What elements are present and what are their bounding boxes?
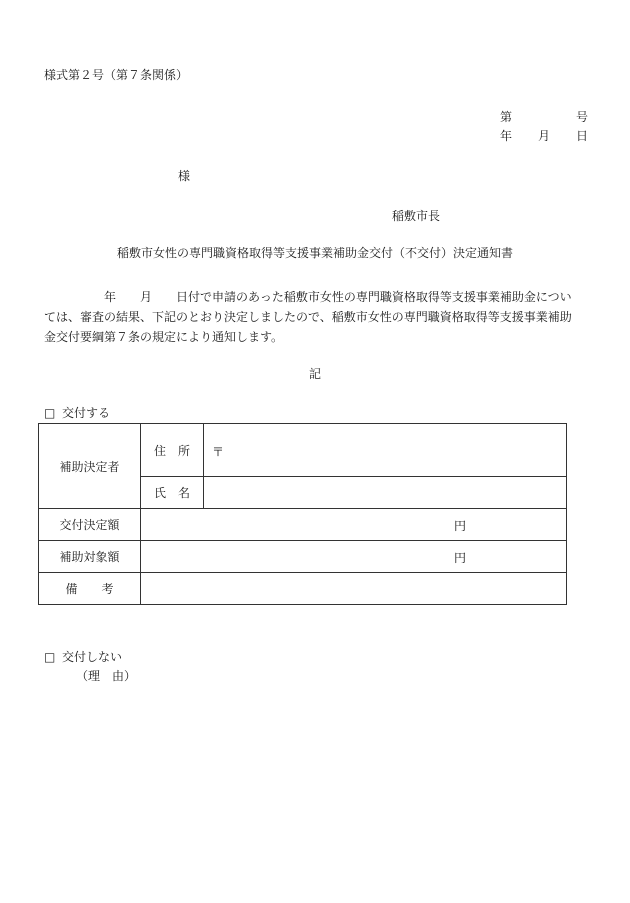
address-label: 住 所 bbox=[141, 424, 204, 477]
number-suffix: 号 bbox=[576, 110, 589, 124]
grant-amount-yen: 円 bbox=[454, 519, 467, 533]
postal-mark: 〒 bbox=[212, 444, 225, 459]
date-day: 日 bbox=[576, 129, 589, 143]
document-title: 稲敷市女性の専門職資格取得等支援事業補助金交付（不交付）決定通知書 bbox=[116, 246, 513, 260]
form-number-label: 様式第２号（第７条関係） bbox=[44, 68, 189, 82]
address-field[interactable] bbox=[204, 424, 567, 477]
name-field[interactable] bbox=[204, 477, 567, 509]
recipient-honorific: 様 bbox=[178, 169, 191, 183]
grant-amount-label: 交付決定額 bbox=[39, 509, 141, 541]
body-line-1: 年 月 日付で申請のあった稲敷市女性の専門職資格取得等支援事業補助金につい bbox=[44, 290, 572, 304]
remarks-label: 備 考 bbox=[39, 573, 141, 605]
ki-heading: 記 bbox=[308, 367, 321, 381]
decision-table bbox=[38, 423, 567, 605]
date-month: 月 bbox=[538, 129, 551, 143]
name-label: 氏 名 bbox=[141, 477, 204, 509]
body-line-2: ては、審査の結果、下記のとおり決定しましたので、稲敷市女性の専門職資格取得等支援事業補助 bbox=[44, 310, 572, 324]
no-grant-checkbox[interactable]: □ bbox=[44, 650, 56, 664]
option-grant bbox=[44, 405, 110, 421]
body-line-3: 金交付要綱第７条の規定により通知します。 bbox=[44, 330, 284, 344]
sender-name: 稲敷市長 bbox=[392, 209, 441, 223]
notice-body bbox=[44, 287, 587, 347]
no-grant-label: 交付しない bbox=[62, 650, 123, 664]
recipient-header: 補助決定者 bbox=[39, 424, 141, 509]
grant-label: 交付する bbox=[62, 406, 111, 420]
date-year: 年 bbox=[500, 129, 513, 143]
subsidy-target-label: 補助対象額 bbox=[39, 541, 141, 573]
grant-checkbox[interactable]: □ bbox=[44, 406, 56, 420]
subsidy-target-yen: 円 bbox=[454, 551, 467, 565]
grant-amount-field[interactable] bbox=[141, 509, 567, 541]
number-prefix: 第 bbox=[500, 110, 513, 124]
remarks-field[interactable] bbox=[141, 573, 567, 605]
reason-label: （理 由） bbox=[76, 669, 137, 683]
option-no-grant bbox=[44, 649, 122, 665]
subsidy-target-field[interactable] bbox=[141, 541, 567, 573]
